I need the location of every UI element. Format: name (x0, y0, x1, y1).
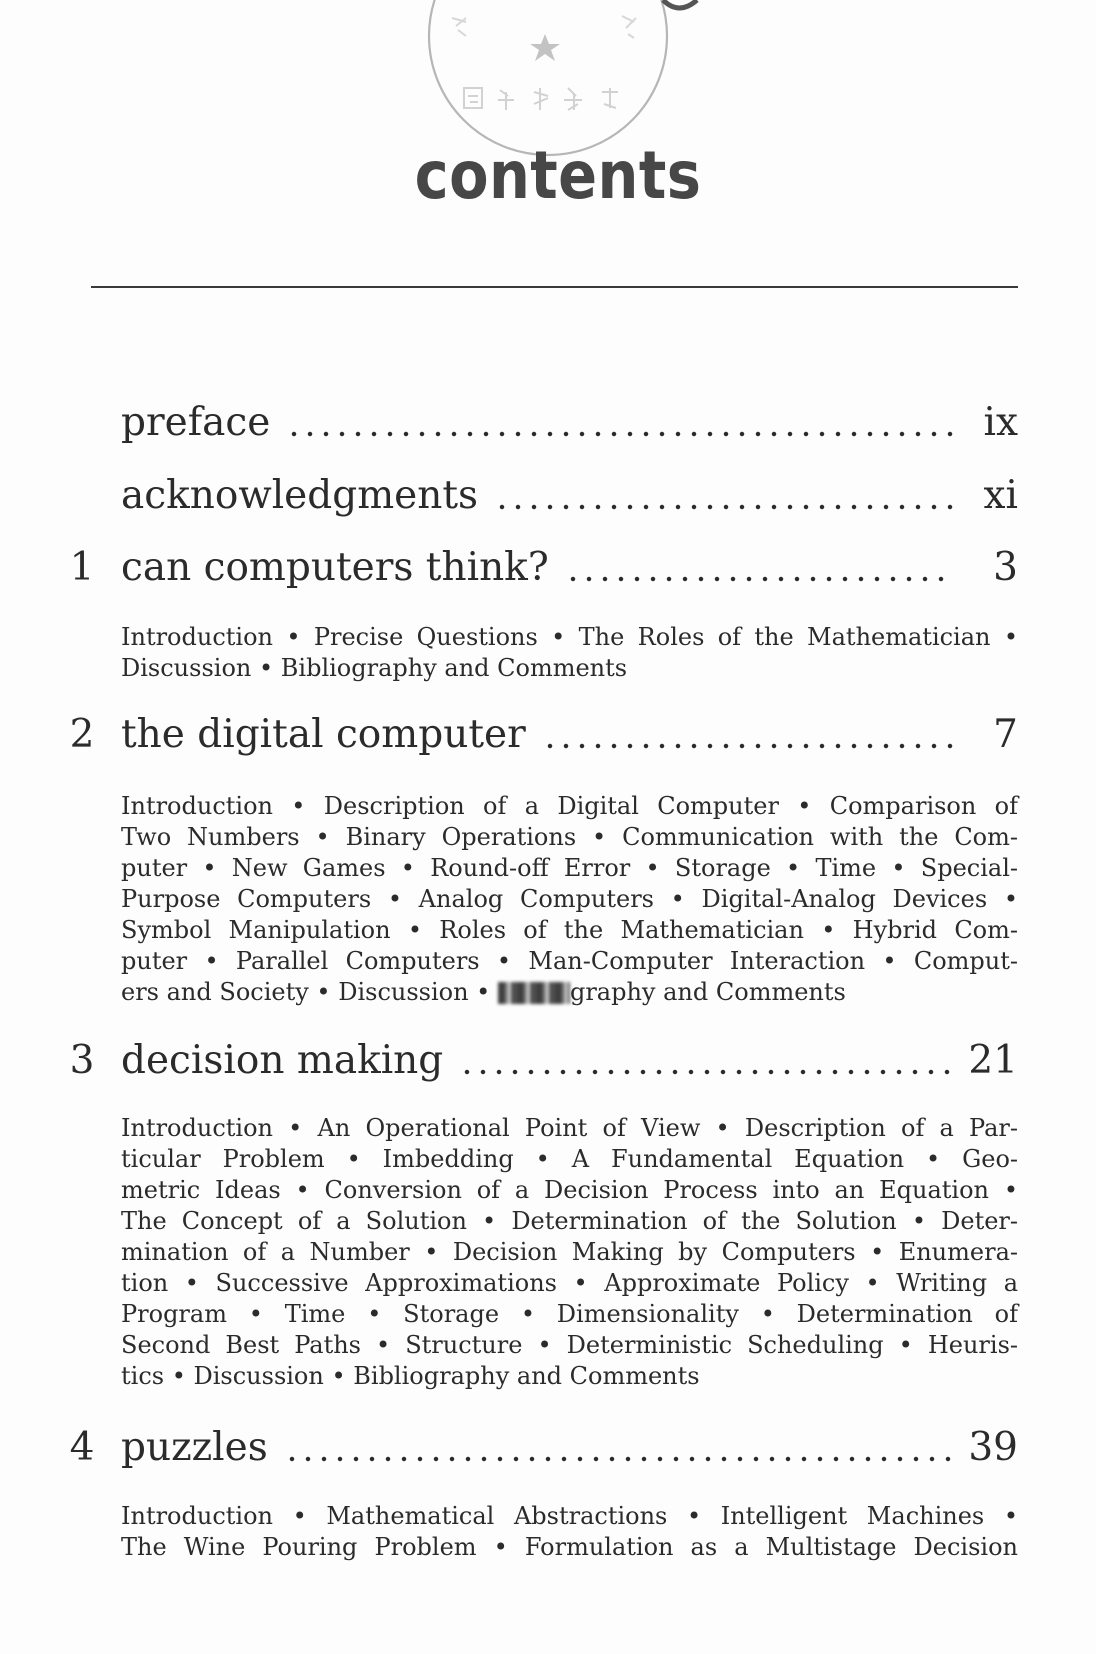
entry-page-number: 39 (968, 1425, 1018, 1470)
section-line: tion • Successive Approximations • Approximate Policy • Writing a (121, 1269, 1018, 1297)
chapter-1-sections (121, 622, 1018, 684)
toc-entry-chapter-1 (121, 544, 1018, 592)
toc-entry-preface (121, 399, 1018, 447)
chapter-title: decision making (121, 1038, 444, 1083)
section-line: metric Ideas • Conversion of a Decision Process into an Equation • (121, 1176, 1018, 1204)
section-line: ticular Problem • Imbedding • A Fundamental Equation • Geo- (121, 1145, 1018, 1173)
dot-leader (284, 399, 954, 447)
chapter-title: can computers think? (121, 545, 549, 590)
section-line: Two Numbers • Binary Operations • Communication with the Com- (121, 823, 1018, 851)
section-line: Program • Time • Storage • Dimensionality • Determination of (121, 1300, 1018, 1328)
dot-leader (457, 1037, 954, 1085)
dot-leader (563, 544, 954, 592)
toc-entry-chapter-4 (121, 1424, 1018, 1472)
dot-leader (492, 472, 954, 520)
toc-entry-chapter-2 (121, 711, 1018, 759)
section-line: Purpose Computers • Analog Computers • Digital-Analog Devices • (121, 885, 1018, 913)
section-line: Symbol Manipulation • Roles of the Mathematician • Hybrid Com- (121, 916, 1018, 944)
chapter-3-sections (121, 1113, 1018, 1392)
section-line: puter • Parallel Computers • Man-Computer Interaction • Comput- (121, 947, 1018, 975)
chapter-2-sections (121, 791, 1018, 1008)
chapter-number: 2 (69, 712, 95, 757)
stamp-top-marks (452, 16, 636, 38)
entry-page-number: xi (983, 473, 1018, 518)
entry-page-number: 3 (993, 545, 1018, 590)
section-line: Discussion • Bibliography and Comments (121, 654, 628, 682)
chapter-title: puzzles (121, 1425, 268, 1470)
dot-leader (282, 1424, 954, 1472)
section-line: The Wine Pouring Problem • Formulation as a Multistage Decision (121, 1533, 1018, 1561)
toc-entry-chapter-3 (121, 1037, 1018, 1085)
chapter-number: 4 (69, 1425, 95, 1470)
section-line (121, 977, 1018, 1008)
chapter-number: 3 (69, 1038, 95, 1083)
section-line: puter • New Games • Round-off Error • Storage • Time • Special- (121, 854, 1018, 882)
entry-title: acknowledgments (121, 473, 479, 518)
section-line: Introduction • Description of a Digital Computer • Comparison of (121, 792, 1018, 820)
entry-page-number: ix (983, 400, 1018, 445)
entry-page-number: 7 (993, 712, 1018, 757)
entry-title: preface (121, 400, 271, 445)
section-line: tics • Discussion • Bibliography and Comments (121, 1362, 700, 1390)
section-line: Second Best Paths • Structure • Deterministic Scheduling • Heuris- (121, 1331, 1018, 1359)
chapter-number: 1 (69, 545, 95, 590)
stamp-star-icon (530, 34, 560, 61)
entry-page-number: 21 (968, 1038, 1018, 1083)
section-text: ers and Society • Discussion • (121, 978, 498, 1006)
dot-leader (540, 711, 954, 759)
stamp-bottom-marks (464, 88, 618, 110)
section-line: mination of a Number • Decision Making by Computers • Enumera- (121, 1238, 1018, 1266)
toc-entry-acknowledgments (121, 472, 1018, 520)
chapter-4-sections (121, 1501, 1018, 1563)
title-divider (91, 286, 1018, 288)
section-line: The Concept of a Solution • Determination of the Solution • Deter- (121, 1207, 1018, 1235)
chapter-title: the digital computer (121, 712, 526, 757)
page-title: contents (414, 137, 702, 214)
obscured-text (498, 982, 570, 1004)
section-line: Introduction • Mathematical Abstractions • Intelligent Machines • (121, 1502, 1018, 1530)
section-line: Introduction • Precise Questions • The Roles of the Mathematician • (121, 623, 1018, 651)
section-text: graphy and Comments (569, 978, 846, 1006)
cropped-glyph (655, 0, 705, 14)
section-line: Introduction • An Operational Point of View • Description of a Par- (121, 1114, 1018, 1142)
